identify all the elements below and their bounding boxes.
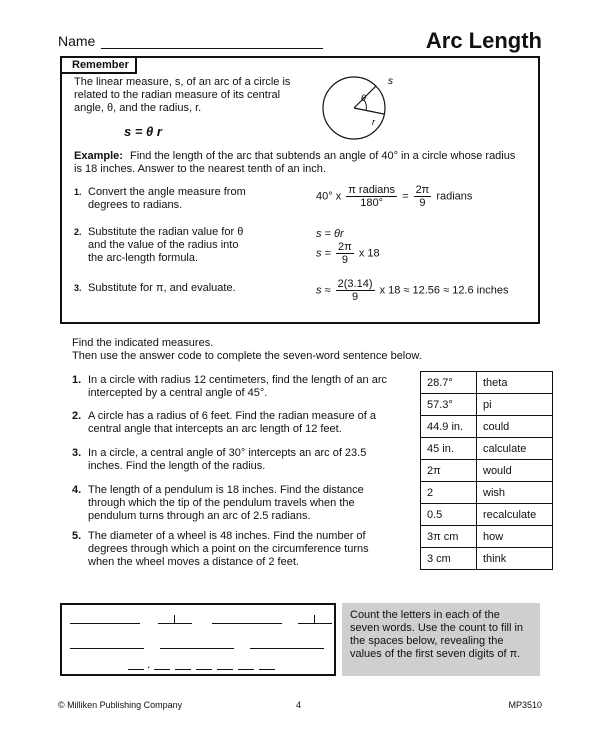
table-row: 3π cm how — [421, 526, 553, 548]
remember-label: Remember — [60, 56, 137, 74]
math-step-1: 40° x $\frac{\text{π radians}}{180^\circ}$ = $\frac{2\pi}{9}$ radians — [316, 184, 473, 209]
digit-blank-4[interactable] — [196, 669, 212, 670]
digit-blank-3[interactable] — [175, 669, 191, 670]
name-row — [58, 33, 323, 49]
step-1: 1. Convert the angle measure from degrees to radians. — [74, 186, 246, 211]
decimal-point: . — [147, 657, 151, 671]
table-row: 28.7° theta — [421, 372, 553, 394]
table-row: 57.3° pi — [421, 394, 553, 416]
table-row: 45 in. calculate — [421, 438, 553, 460]
word-blank-3[interactable] — [212, 623, 282, 624]
footer-page-number: 4 — [296, 700, 302, 710]
radius-label: r — [372, 117, 375, 127]
arc-label: s — [388, 76, 393, 87]
problem-5: 5. The diameter of a wheel is 48 inches. Find the number of degrees through which a point on the circumference turns when the wheel moves a distance of 2 feet. — [72, 530, 369, 568]
digit-blank-7[interactable] — [259, 669, 275, 670]
table-row: 2 wish — [421, 482, 553, 504]
word-blank-4[interactable] — [298, 623, 332, 624]
word-blank-1[interactable] — [70, 623, 140, 624]
instructions: Find the indicated measures. Then use the answer code to complete the seven-word sentence below. — [72, 337, 422, 362]
theta-label: θ — [361, 93, 366, 103]
word-blank-5[interactable] — [70, 648, 144, 649]
table-row: 3 cm think — [421, 548, 553, 570]
math-step-3: s ≈ $\frac{2(3.14)}{9}$ x 18 ≈ 12.56 ≈ 12.6 inches — [316, 278, 509, 303]
step-3: 3. Substitute for π, and evaluate. — [74, 282, 236, 294]
arc-length-formula: s = θ r — [124, 124, 162, 139]
radius-line-2 — [354, 108, 384, 114]
problem-4: 4. The length of a pendulum is 18 inches. Find the distance through which the tip of the pendulum travels when the pendulum turns through an arc of 2.5 radians. — [72, 484, 364, 522]
word-blank-2[interactable] — [158, 623, 192, 624]
remember-box — [60, 56, 540, 324]
problem-1: 1. In a circle with radius 12 centimeters, find the length of an arc intercepted by a central angle of 45°. — [72, 374, 387, 399]
step-2: 2. Substitute the radian value for θ and the value of the radius into the arc-length formula. — [74, 226, 244, 264]
digit-blank-6[interactable] — [238, 669, 254, 670]
footer-code: MP3510 — [508, 700, 542, 710]
problem-3: 3. In a circle, a central angle of 30° intercepts an arc of 23.5 inches. Find the length of the radius. — [72, 447, 367, 472]
footer-copyright: © Milliken Publishing Company — [58, 700, 183, 710]
word-blank-6[interactable] — [160, 648, 234, 649]
page-title: Arc Length — [425, 28, 542, 53]
digit-blank-2[interactable] — [154, 669, 170, 670]
name-label: Name — [58, 33, 96, 49]
digit-blank-5[interactable] — [217, 669, 233, 670]
remember-text: The linear measure, s, of an arc of a circle is related to the radian measure of its central angle, θ, and the radius, r. — [74, 76, 291, 114]
hint-box: Count the letters in each of the seven words. Use the count to fill in the spaces below, revealing the values of the first seven digits of π. — [342, 603, 540, 676]
table-row: 0.5 recalculate — [421, 504, 553, 526]
math-step-2-line2: s = $\frac{2\pi}{9}$ x 18 — [316, 241, 380, 266]
name-field[interactable] — [101, 34, 323, 49]
example-label: Example: — [74, 150, 123, 162]
table-row: 2π would — [421, 460, 553, 482]
problem-2: 2. A circle has a radius of 6 feet. Find the radian measure of a central angle that intercepts an arc length of 12 feet. — [72, 410, 376, 435]
circle-diagram — [320, 68, 410, 148]
digit-blank-1[interactable] — [128, 669, 144, 670]
table-row: 44.9 in. could — [421, 416, 553, 438]
answer-blanks-box — [60, 603, 336, 676]
math-step-2-line1: s = θr — [316, 228, 344, 240]
word-blank-7[interactable] — [250, 648, 324, 649]
example-text: Example: Find the length of the arc that subtends an angle of 40° in a circle whose radius is 18 inches. Answer to the nearest tenth of an inch. — [74, 150, 516, 175]
answer-code-table — [420, 371, 553, 570]
